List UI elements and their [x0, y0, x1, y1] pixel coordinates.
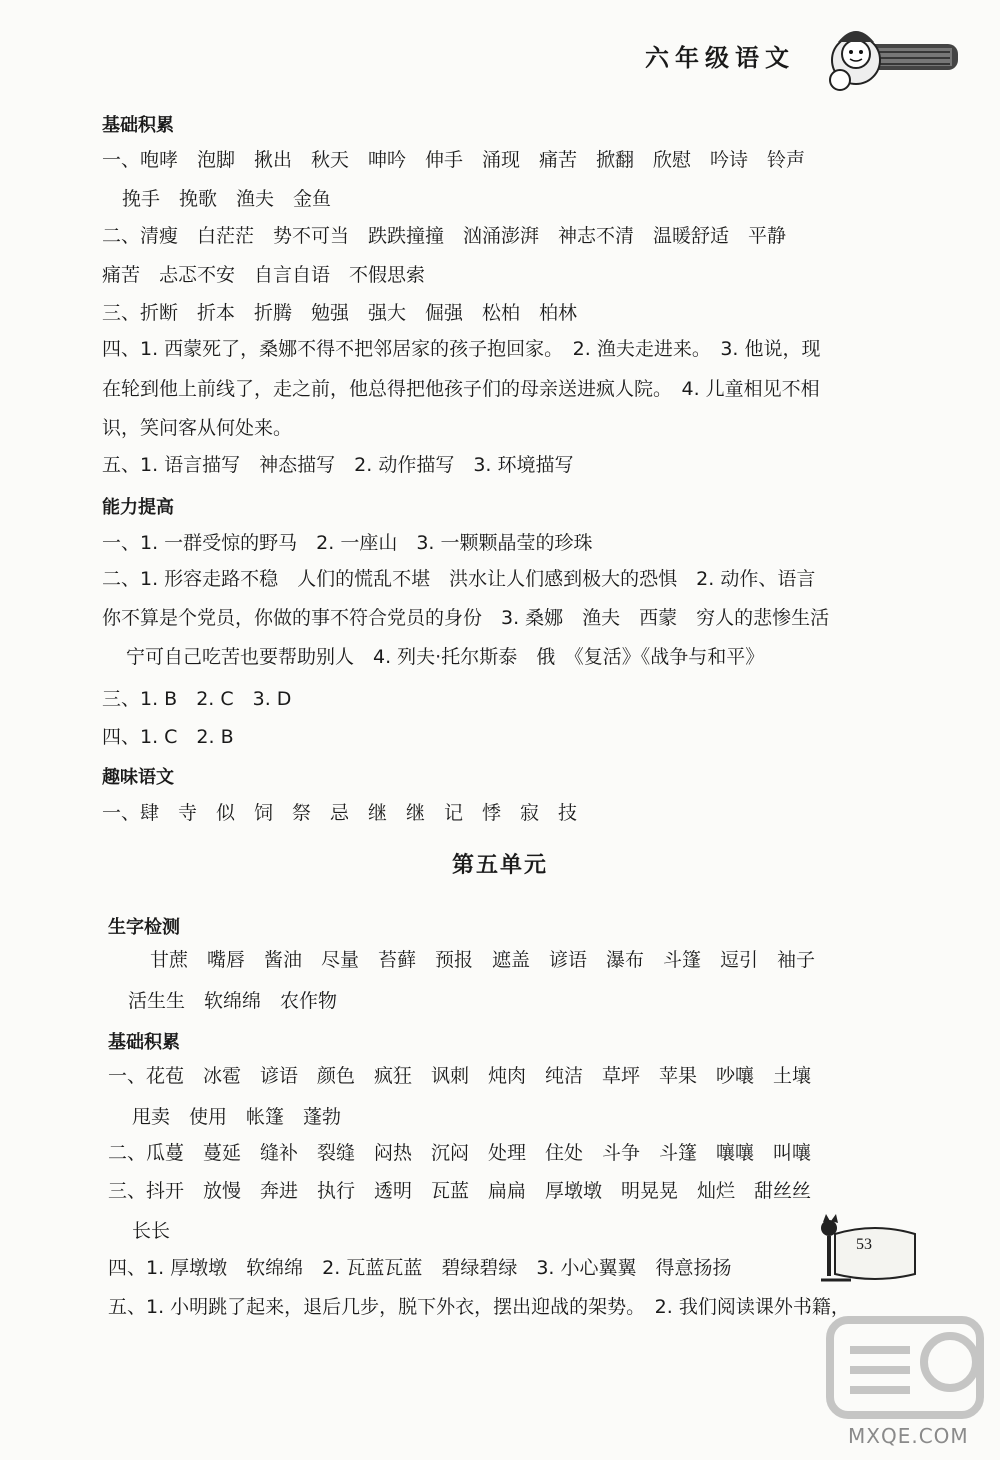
unit-title: 第五单元 — [451, 853, 548, 878]
line-12: 一、1. 一群受惊的野马 2. 一座山 3. 一颗颗晶莹的珍珠 — [102, 532, 593, 554]
line-02: 一、咆哮 泡脚 揪出 秋天 呻吟 伸手 涌现 痛苦 掀翻 欣慰 吟诗 铃声 — [102, 149, 806, 171]
line-29: 四、1. 厚墩墩 软绵绵 2. 瓦蓝瓦蓝 碧绿碧绿 3. 小心翼翼 得意扬扬 — [108, 1257, 732, 1279]
line-13: 二、1. 形容走路不稳 人们的慌乱不堪 洪水让人们感到极大的恐惧 2. 动作、语言 — [102, 568, 816, 590]
snowman-child-icon — [820, 14, 960, 96]
line-15: 宁可自己吃苦也要帮助别人 4. 列夫·托尔斯泰 俄 《复活》《战争与和平》 — [126, 646, 765, 668]
line-27: 三、抖开 放慢 奔进 执行 透明 瓦蓝 扁扁 厚墩墩 明晃晃 灿烂 甜丝丝 — [108, 1180, 812, 1202]
cat-scroll-icon — [815, 1210, 925, 1300]
line-14: 你不算是个党员，你做的事不符合党员的身份 3. 桑娜 渔夫 西蒙 穷人的悲惨生活 — [102, 607, 830, 629]
page-number: 53 — [856, 1236, 872, 1253]
line-07: 四、1. 西蒙死了，桑娜不得不把邻居家的孩子抱回家。 2. 渔夫走进来。 3. 他说，现 — [102, 338, 821, 360]
line-22: 活生生 软绵绵 农作物 — [128, 990, 338, 1012]
line-03: 挽手 挽歌 渔夫 金鱼 — [122, 188, 332, 210]
line-09: 识，笑问客从何处来。 — [102, 417, 293, 439]
line-25: 甩卖 使用 帐篷 蓬勃 — [132, 1106, 342, 1128]
line-08: 在轮到他上前线了，走之前，他总得把他孩子们的母亲送进疯人院。 4. 儿童相见不相 — [102, 378, 820, 400]
watermark-text: MXQE.COM — [848, 1424, 969, 1448]
page-header-title: 六年级语文 — [645, 43, 795, 72]
line-26: 二、瓜蔓 蔓延 缝补 裂缝 闷热 沉闷 处理 住处 斗争 斗篷 嚷嚷 叫嚷 — [108, 1142, 812, 1164]
line-30: 五、1. 小明跳了起来，退后几步，脱下外衣，摆出迎战的架势。 2. 我们阅读课外书籍， — [108, 1296, 850, 1318]
line-01: 基础积累 — [102, 115, 174, 136]
line-28: 长长 — [132, 1220, 171, 1242]
line-05: 痛苦 忐忑不安 自言自语 不假思索 — [102, 264, 426, 286]
line-17: 四、1. C 2. B — [102, 726, 234, 748]
line-04: 二、清瘦 白茫茫 势不可当 跌跌撞撞 汹涌澎湃 神志不清 温暖舒适 平静 — [102, 225, 787, 247]
line-18: 趣味语文 — [102, 767, 174, 788]
line-20: 生字检测 — [108, 917, 180, 938]
line-21: 甘蔗 嘴唇 酱油 尽量 苔藓 预报 遮盖 谚语 瀑布 斗篷 逗引 袖子 — [150, 949, 816, 971]
line-16: 三、1. B 2. C 3. D — [102, 688, 292, 710]
line-23: 基础积累 — [108, 1032, 180, 1053]
line-06: 三、折断 折本 折腾 勉强 强大 倔强 松柏 柏林 — [102, 302, 578, 324]
line-10: 五、1. 语言描写 神态描写 2. 动作描写 3. 环境描写 — [102, 454, 574, 476]
line-24: 一、花苞 冰雹 谚语 颜色 疯狂 讽刺 炖肉 纯洁 草坪 苹果 吵嚷 土壤 — [108, 1065, 812, 1087]
line-19: 一、肆 寺 似 饲 祭 忌 继 继 记 悸 寂 技 — [102, 802, 578, 824]
line-11: 能力提高 — [102, 497, 174, 518]
